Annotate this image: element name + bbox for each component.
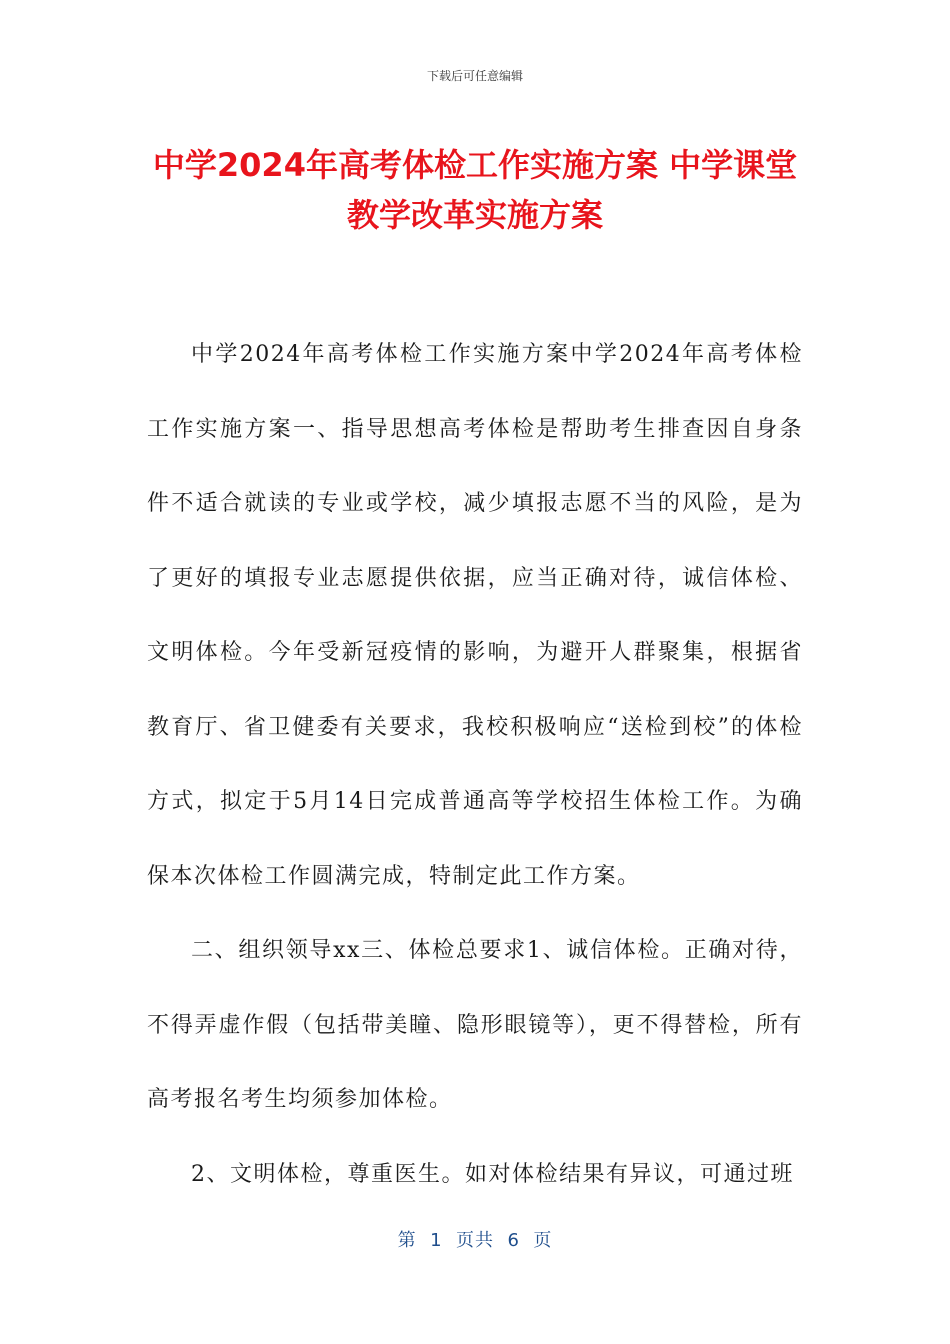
paragraph: 二、组织领导xx三、体检总要求1、诚信体检。正确对待，不得弄虚作假（包括带美瞳、隐形眼镜等），更不得替检，所有高考报名考生均须参加体检。 [147, 938, 803, 1112]
document-title: 中学2024年高考体检工作实施方案 中学课堂教学改革实施方案 [152, 146, 798, 234]
document-body [147, 318, 803, 1212]
header-note: 下载后可任意编辑 [426, 69, 523, 83]
page-footer [0, 1226, 950, 1252]
paragraph: 2、文明体检，尊重医生。如对体检结果有异议，可通过班 [191, 1161, 794, 1187]
page-number-label: 第 1 页共 6 页 [397, 1230, 553, 1251]
paragraph: 中学2024年高考体检工作实施方案中学2024年高考体检工作实施方案一、指导思想高考体检是帮助考生排查因自身条件不适合就读的专业或学校，减少填报志愿不当的风险，是为了更好的填报专业志愿提供依据，应当正确对待，诚信体检、文明体检。今年受新冠疫情的影响，为避开人群聚集，根据省教育厅、省卫健委有关要求，我校积极响应“送检到校”的体检方式，拟定于5月14日完成普通高等学校招生体检工作。为确保本次体检工作圆满完成，特制定此工作方案。 [147, 342, 803, 889]
